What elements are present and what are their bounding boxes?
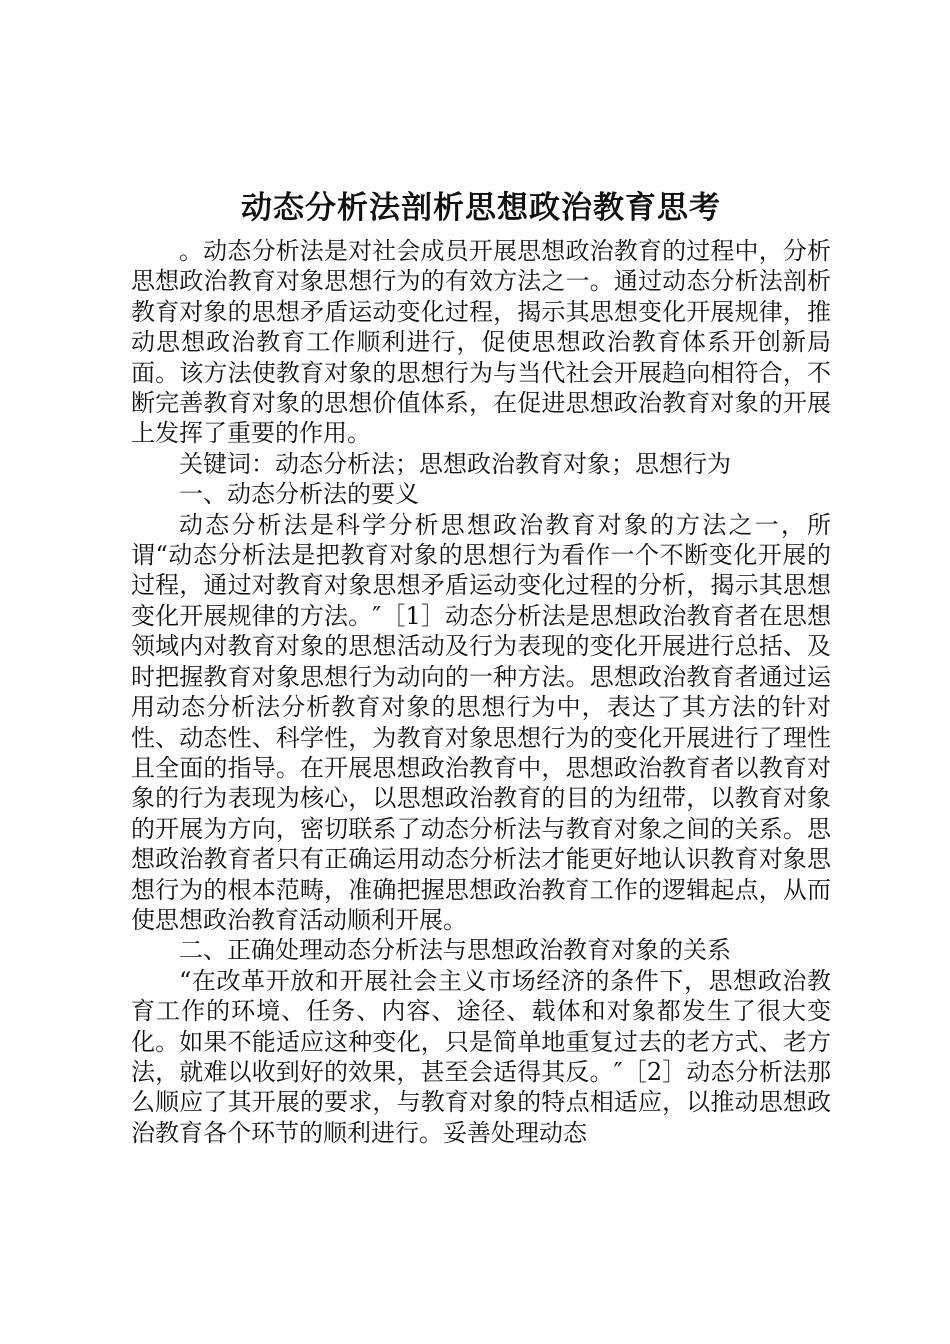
section-1-heading: 一、动态分析法的要义 xyxy=(179,480,419,509)
keywords-line: 关键词：动态分析法；思想政治教育对象；思想行为 xyxy=(179,449,731,478)
document-page xyxy=(131,186,831,1148)
section-2-heading: 二、正确处理动态分析法与思想政治教育对象的关系 xyxy=(179,936,731,965)
section-1-body: 动态分析法是科学分析思想政治教育对象的方法之一，所谓“动态分析法是把教育对象的思想行为看作一个不断变化开展的过程，通过对教育对象思想矛盾运动变化过程的分析，揭示其思想变化开展规律的方法。″［1］动态分析法是思想政治教育者在思想领域内对教育对象的思想活动及行为表现的变化开展进行总括、及时把握教育对象思想行为动向的一种方法。思想政治教育者通过运用动态分析法分析教育对象的思想行为中，表达了其方法的针对性、动态性、科学性，为教育对象思想行为的变化开展进行了理性且全面的指导。在开展思想政治教育中，思想政治教育者以教育对象的行为表现为核心，以思想政治教育的目的为纽带，以教育对象的开展为方向，密切联系了动态分析法与教育对象之间的关系。思想政治教育者只有正确运用动态分析法才能更好地认识教育对象思想行为的根本范畴，准确把握思想政治教育工作的逻辑起点，从而使思想政治教育活动顺利开展。 xyxy=(131,510,831,934)
document-title: 动态分析法剖析思想政治教育思考 xyxy=(241,190,721,226)
section-2-body: “在改革开放和开展社会主义市场经济的条件下，思想政治教育工作的环境、任务、内容、途径、载体和对象都发生了很大变化。如果不能适应这种变化，只是简单地重复过去的老方式、老方法，就难以收到好的效果，甚至会适得其反。″［2］动态分析法那么顺应了其开展的要求，与教育对象的特点相适应，以推动思想政治教育各个环节的顺利进行。妥善处理动态 xyxy=(131,966,831,1147)
abstract-paragraph: 。动态分析法是对社会成员开展思想政治教育的过程中，分析思想政治教育对象思想行为的有效方法之一。通过动态分析法剖析教育对象的思想矛盾运动变化过程，揭示其思想变化开展规律，推动思想政治教育工作顺利进行，促使思想政治教育体系开创新局面。该方法使教育对象的思想行为与当代社会开展趋向相符合，不断完善教育对象的思想价值体系，在促进思想政治教育对象的开展上发挥了重要的作用。 xyxy=(131,237,831,448)
